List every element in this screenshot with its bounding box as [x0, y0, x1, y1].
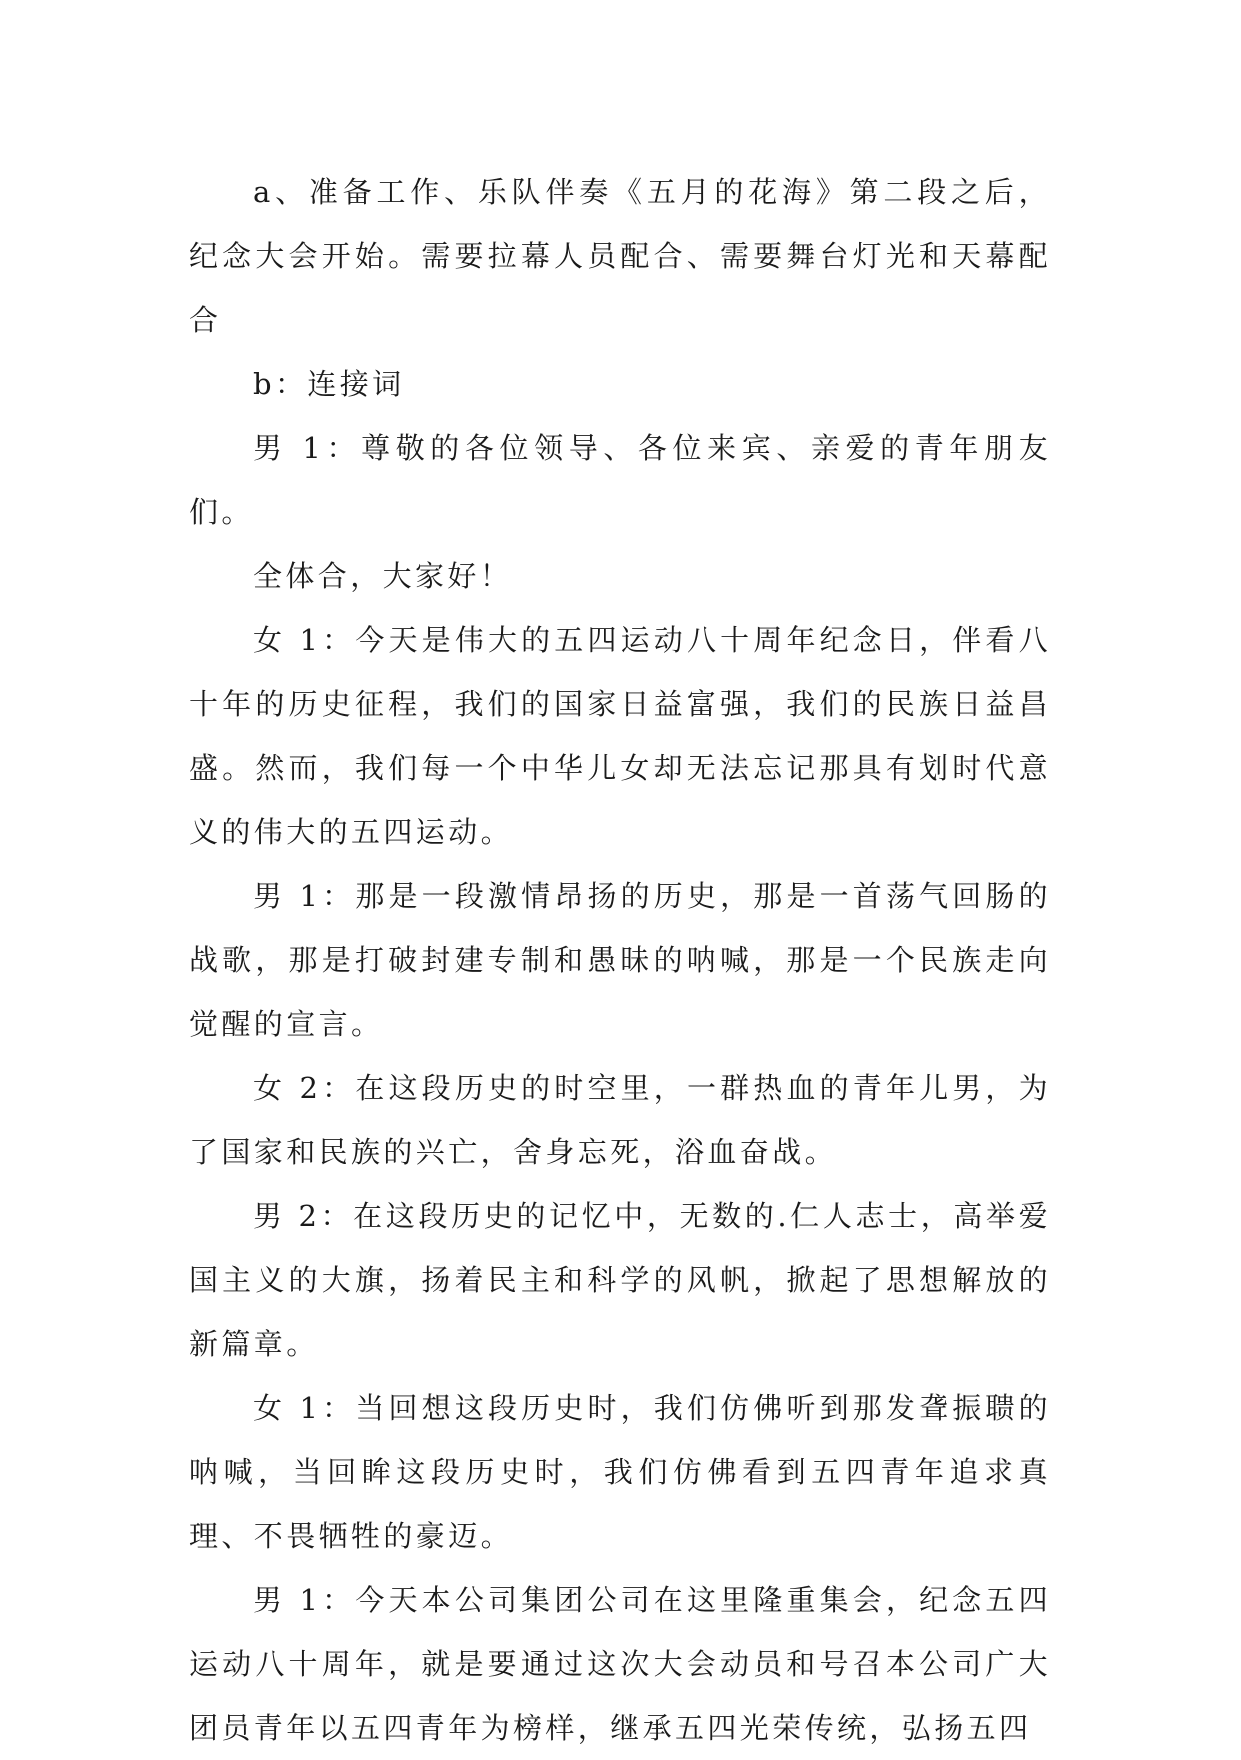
paragraph-male1-assembly: 男 1：今天本公司集团公司在这里隆重集会，纪念五四运动八十周年，就是要通过这次大会动员和号召本公司广大团员青年以五四青年为榜样，继承五四光荣传统，弘扬五四 — [189, 1583, 1051, 1745]
paragraph-male2-memory: 男 2：在这段历史的记忆中，无数的.仁人志士，高举爱国主义的大旗，扬着民主和科学的风帆，掀起了思想解放的新篇章。 — [189, 1199, 1051, 1361]
paragraph-female1-anniversary: 女 1：今天是伟大的五四运动八十周年纪念日，伴看八十年的历史征程，我们的国家日益富强，我们的民族日益昌盛。然而，我们每一个中华儿女却无法忘记那具有划时代意义的伟大的五四运动。 — [189, 623, 1051, 849]
document-body — [189, 160, 1051, 1760]
paragraph-male1-history: 男 1：那是一段激情昂扬的历史，那是一首荡气回肠的战歌，那是打破封建专制和愚昧的呐喊，那是一个民族走向觉醒的宣言。 — [189, 879, 1051, 1041]
paragraph-connector-heading: b：连接词 — [253, 367, 405, 401]
paragraph-prep-work: a、准备工作、乐队伴奏《五月的花海》第二段之后，纪念大会开始。需要拉幕人员配合、需要舞台灯光和天幕配合 — [189, 175, 1051, 337]
paragraph-female2-youth: 女 2：在这段历史的时空里，一群热血的青年儿男，为了国家和民族的兴亡，舍身忘死，浴血奋战。 — [189, 1071, 1051, 1169]
paragraph-male1-greeting: 男 1：尊敬的各位领导、各位来宾、亲爱的青年朋友们。 — [189, 431, 1051, 529]
paragraph-all-together: 全体合，大家好！ — [253, 559, 513, 593]
paragraph-female1-recall: 女 1：当回想这段历史时，我们仿佛听到那发聋振聩的呐喊，当回眸这段历史时，我们仿佛看到五四青年追求真理、不畏牺牲的豪迈。 — [189, 1391, 1051, 1553]
